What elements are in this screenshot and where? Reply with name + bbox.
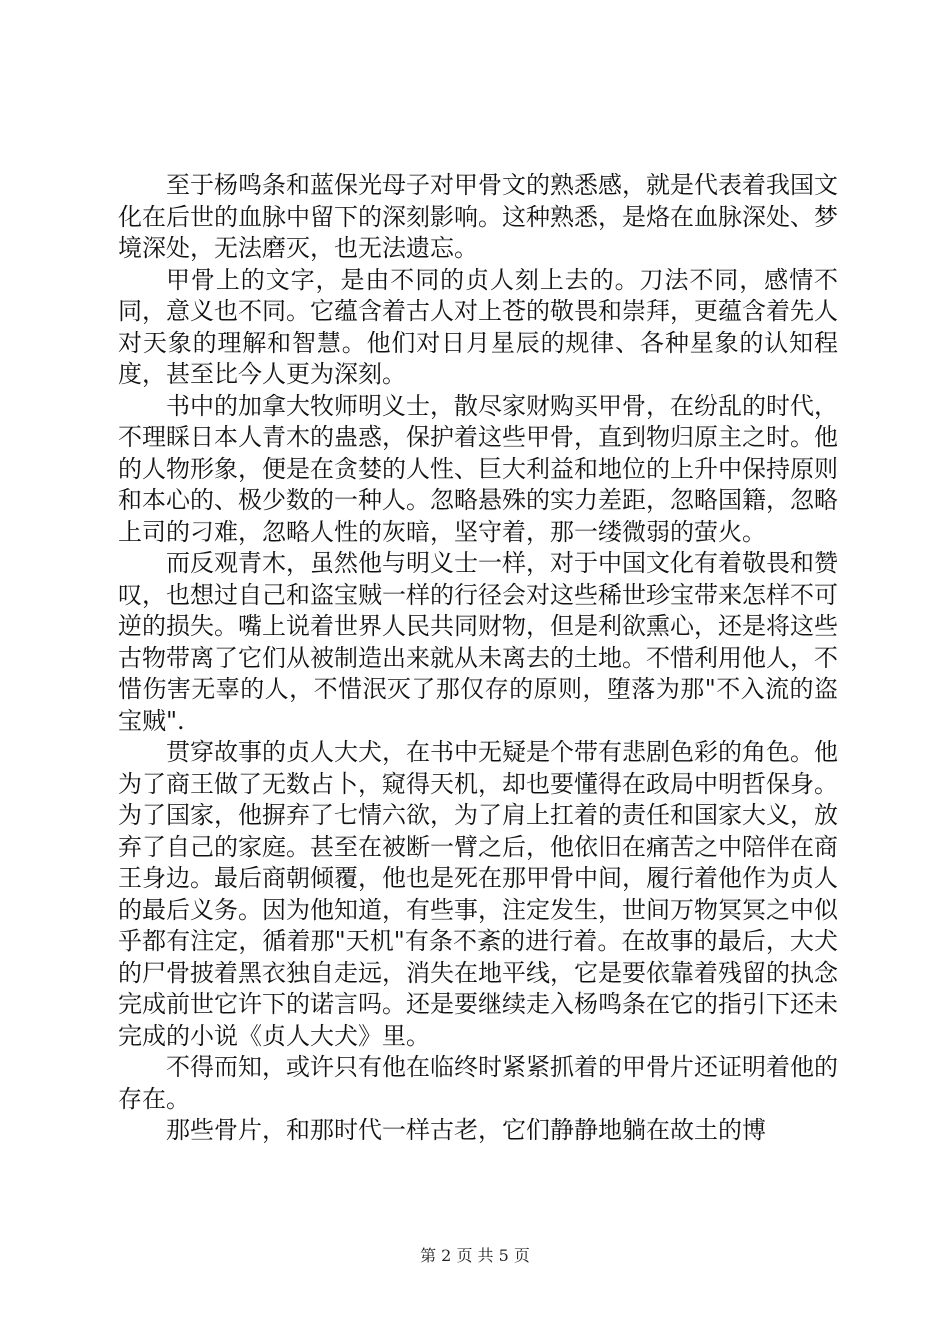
paragraph: 至于杨鸣条和蓝保光母子对甲骨文的熟悉感，就是代表着我国文化在后世的血脉中留下的深刻影响。这种熟悉，是烙在血脉深处、梦境深处，无法磨灭，也无法遗忘。	[118, 171, 838, 262]
paragraph: 不得而知，或许只有他在临终时紧紧抓着的甲骨片还证明着他的存在。	[118, 1053, 838, 1113]
paragraph: 贯穿故事的贞人大犬，在书中无疑是个带有悲剧色彩的角色。他为了商王做了无数占卜，窥得天机，却也要懂得在政局中明哲保身。为了国家，他摒弃了七情六欲，为了肩上扛着的责任和国家大义，放弃了自己的家庭。甚至在被断一臂之后，他依旧在痛苦之中陪伴在商王身边。最后商朝倾覆，他也是死在那甲骨中间，履行着他作为贞人的最后义务。因为他知道，有些事，注定发生，世间万物冥冥之中似乎都有注定，循着那"天机"有条不紊的进行着。在故事的最后，大犬的尸骨披着黑衣独自走远，消失在地平线，它是要依靠着残留的执念完成前世它许下的诺言吗。还是要继续走入杨鸣条在它的指引下还未完成的小说《贞人大犬》里。	[118, 738, 838, 1050]
paragraph: 书中的加拿大牧师明义士，散尽家财购买甲骨，在纷乱的时代，不理睬日本人青木的蛊惑，保护着这些甲骨，直到物归原主之时。他的人物形象，便是在贪婪的人性、巨大利益和地位的上升中保持原则和本心的、极少数的一种人。忽略悬殊的实力差距，忽略国籍，忽略上司的刁难，忽略人性的灰暗，坚守着，那一缕微弱的萤火。	[118, 391, 838, 546]
page-number-footer: 第 2 页 共 5 页	[420, 1246, 530, 1265]
paragraph: 而反观青木，虽然他与明义士一样，对于中国文化有着敬畏和赞叹，也想过自己和盗宝贼一样的行径会对这些稀世珍宝带来怎样不可逆的损失。嘴上说着世界人民共同财物，但是利欲熏心，还是将这些古物带离了它们从被制造出来就从未离去的土地。不惜利用他人，不惜伤害无辜的人，不惜泯灭了那仅存的原则，堕落为那"不入流的盗宝贼".	[118, 549, 838, 735]
document-body	[118, 170, 838, 1147]
paragraph: 那些骨片，和那时代一样古老，它们静静地躺在故土的博	[166, 1116, 766, 1144]
paragraph: 甲骨上的文字，是由不同的贞人刻上去的。刀法不同，感情不同，意义也不同。它蕴含着古人对上苍的敬畏和崇拜，更蕴含着先人对天象的理解和智慧。他们对日月星辰的规律、各种星象的认知程度，甚至比今人更为深刻。	[118, 265, 838, 388]
